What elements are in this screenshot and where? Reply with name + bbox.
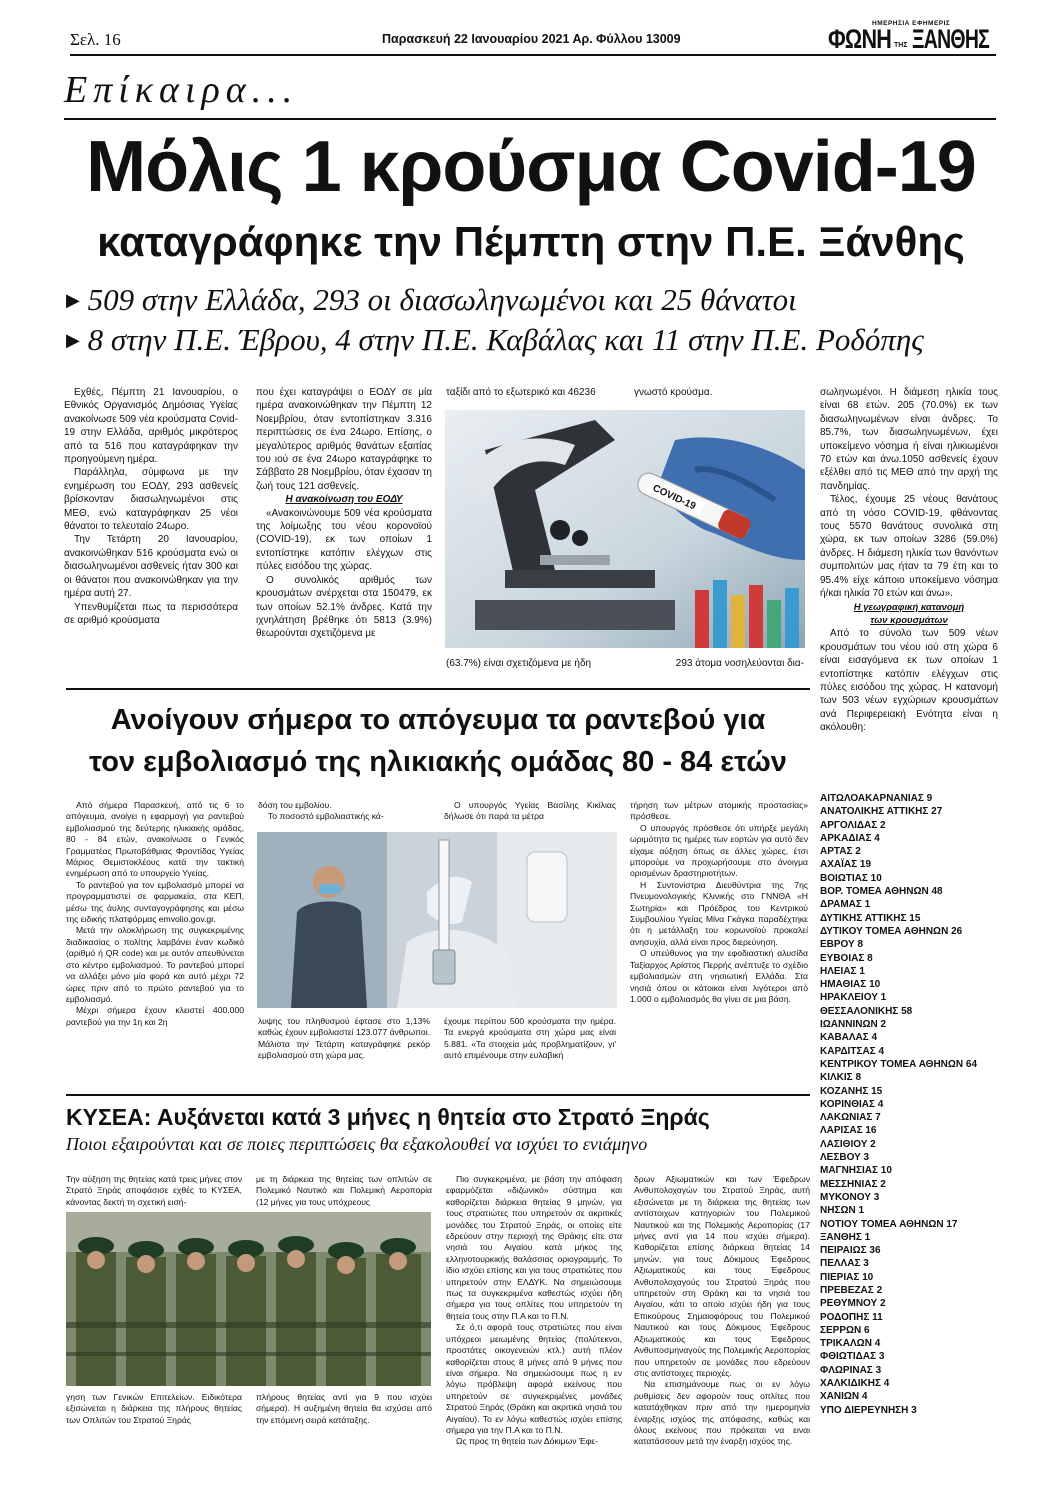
paragraph: σωληνωμένοι. Η διάμεση ηλικία τους είναι 68 ετών. 205 (70.0%) εκ των διασωληνωμένων είναι άνδρες. Το 85.7%, των διασωληνωμένων, έχει υποκείμενο νόσημα ή είναι ηλικιωμένοι 70 ετών και άνω.1050 ασθενείς έχουν εξέλθει από τις ΜΕΘ από την αρχή της πανδημίας. [820, 387, 998, 492]
region-item: ΚΑΡΔΙΤΣΑΣ 4 [820, 1045, 885, 1057]
paragraph: Ο συνολικός αριθμός των κρουσμάτων ανέρχεται στα 150479, εκ των οποίων 52.1% άνδρες. Κατά την ιχνηλάτηση βρέθηκε ότι 5813 (3.9%) θεωρούνται σχετιζόμενα με [256, 574, 432, 640]
subheading-line: Η γεωγραφική κατανομή [853, 601, 965, 613]
masthead-tagline: ΗΜΕΡΗΣΙΑ ΕΦΗΜΕΡΙΣ [872, 20, 951, 27]
region-item: ΚΟΖΑΝΗΣ 15 [820, 1085, 883, 1097]
vaccine-column-2-bottom: λυψης του πληθυσμού έφτασε στο 1,13% καθώς έχουν εμβολιαστεί 123.077 άνθρωποι. Μάλιστα την Τετάρτη καταγράφηκε ρεκόρ εμβολιασμού στη χώρα μας. [258, 1016, 430, 1061]
vaccine-column-1 [66, 800, 244, 1028]
paragraph: που έχει καταγράψει ο ΕΟΔΥ σε μία ημέρα ανακοινώθηκαν την Πέμπτη 12 Νοεμβρίου, όταν εντοπίστηκαν 3.316 περιπτώσεις σε ένα 24ωρο. Επίσης, ο μεγαλύτερος αριθμός θανάτων εξαιτίας του ιού σε ένα 24ωρο καταγράφηκε το Σάββατο 28 Νοεμβρίου, όταν έχασαν τη ζωή τους 121 ασθενείς. [256, 387, 432, 492]
region-item: ΑΝΑΤΟΛΙΚΗΣ ΑΤΤΙΚΗΣ 27 [820, 806, 943, 818]
lead-column-4-top: γνωστό κρούσμα. [634, 387, 713, 398]
region-item: ΘΕΣΣΑΛΟΝΙΚΗΣ 58 [820, 1005, 913, 1017]
paragraph: Η Συντονίστρια Διευθύντρια της 7ης Πνευμονολογικής Κλινικής στο ΓΝΝΘΑ «Η Σωτηρία» και Πρόεδρος του Κεντρικού Συμβουλίου Υγείας Μίνα Γκάγκα παραδέχτηκε ότι η μετάλλαξη του κορωνοϊού προκαλεί ανησυχία, αλλά είναι προς διερεύνηση. [630, 879, 808, 947]
subheading-line: των κρουσμάτων [870, 614, 948, 626]
army-headline: ΚΥΣΕΑ: Αυξάνεται κατά 3 μήνες η θητεία στο Στρατό Ξηράς [66, 1104, 710, 1130]
region-item: ΒΟΙΩΤΙΑΣ 10 [820, 872, 882, 884]
tube-label: COVID-19 [650, 482, 698, 513]
region-item: ΠΕΛΛΑΣ 3 [820, 1258, 869, 1270]
region-item: ΛΑΡΙΣΑΣ 16 [820, 1125, 877, 1137]
region-item: ΥΠΟ ΔΙΕΡΕΥΝΗΣΗ 3 [820, 1404, 917, 1416]
region-item: ΗΡΑΚΛΕΙΟΥ 1 [820, 992, 887, 1004]
lead-headline: Μόλις 1 κρούσμα Covid-19 [86, 127, 976, 207]
region-item: ΑΡΤΑΣ 2 [820, 846, 861, 858]
soldiers-photo [66, 1212, 431, 1386]
paragraph: Υπενθυμίζεται πως τα περισσότερα σε αριθμό κρούσματα [64, 601, 238, 626]
region-item: ΤΡΙΚΑΛΩΝ 4 [820, 1338, 881, 1350]
region-item: ΠΡΕΒΕΖΑΣ 2 [820, 1284, 883, 1296]
triangle-bullet-icon: ▶ [66, 290, 80, 310]
vaccine-photo [257, 832, 617, 1008]
paragraph: Ο υπουργός Υγείας Βασίλης Κικίλιας δήλωσε ότι παρά τα μέτρα [444, 800, 616, 822]
region-item: ΦΘΙΩΤΙΔΑΣ 3 [820, 1351, 885, 1363]
soldiers-parade-image [66, 1212, 431, 1386]
region-item: ΔΡΑΜΑΣ 1 [820, 899, 871, 911]
vaccine-column-4 [630, 800, 808, 1005]
region-item: ΚΑΒΑΛΑΣ 4 [820, 1032, 878, 1044]
paragraph: Ο υπουργός πρόσθεσε ότι υπήρξε μεγάλη ωριμότητα τις ημέρες των εορτών για αυτό δεν είχαμε αύξηση όπως σε άλλες χώρες, έτσι μπορούμε να προχωρήσουμε στο άνοιγμα ορισμένων δραστηριοτήτων. [630, 822, 808, 879]
paragraph: δρων Αξιωματικών και των Έφεδρων Ανθυπολοχαγών του Στρατού Ξηράς, αυτή εξισώνεται με τη διάρκεια της θητείας των αντίστοιχων κατηγοριών του Πολεμικού Ναυτικού και της Πολεμικής Αεροπορίας (17 μήνες αντί για 14 που ισχύει σήμερα). Καθορίζεται επίσης διάρκεια θητείας 14 μηνών, για τους Δόκιμους Έφεδρους Αξιωματικούς και τους Έφεδρους Ανθυπολοχαγούς του Στρατού Ξηράς που υπηρετούν στη Θράκη και τα νησιά του Αιγαίου, κάτι το οποίο ισχύει ήδη για τους Επικούρους Σημαιοφόρους του Πολεμικού Ναυτικού και τους Δόκιμους Έφεδρους Αξιωματικούς και τους Έφεδρους Ανθυποσμηναγούς της Πολεμικής Αεροπορίας που υπηρετούν σε μονάδες που εδρεύουν στις αντίστοιχες περιοχές. [634, 1174, 810, 1378]
covid-lab-photo [445, 410, 805, 648]
army-column-3 [446, 1174, 622, 1448]
paragraph: Τέλος, έχουμε 25 νέους θανάτους από τη νόσο COVID-19, φθάνοντας τους 5570 θανάτους συνολικά στη χώρα, εκ των οποίων 3286 (59.0%) άνδρες. Η διάμεση ηλικία των θανόντων συμπολιτών μας ήταν τα 79 έτη και το 95.4% είχε κάποιο υποκείμενο νόσημα ή/και ηλικία 70 ετών και άνω». [820, 494, 998, 600]
dateline: Παρασκευή 22 Ιανουαρίου 2021 Αρ. Φύλλου 13009 [382, 32, 681, 46]
region-item: ΣΕΡΡΩΝ 6 [820, 1324, 870, 1336]
paragraph: Παράλληλα, σύμφωνα με την ενημέρωση του ΕΟΔΥ, 293 ασθενείς βρίσκονταν διασωληνωμένοι στις ΜΕΘ, ενώ καταγράφηκαν 25 νέοι θάνατοι το τελευταίο 24ωρο. [64, 467, 238, 533]
paragraph: Ο υπεύθυνος για την εφοδιαστική αλυσίδα Ταξίαρχος Αρίστος Περρής ανέπτυξε το σχέδιο εμβολιασμών στη νησιωτική Ελλάδα. Στα νησιά όπου οι κάτοικοι είναι λιγότεροι από 1.000 ο εμβολιασμός θα γίνει σε μια βάση. [630, 948, 808, 1004]
paragraph: Το ποσοστό εμβολιαστικής κά- [268, 811, 384, 822]
paragraph: Από σήμερα Παρασκευή, από τις 6 το απόγευμα, ανοίγει η εφαρμογή για ραντεβού εμβολιασμού της δεύτερης ηλικιακής ομάδας, 80 - 84 ετών, ανακοίνωσε ο Γενικός Γραμματέας Πρωτοβάθμιας Φροντίδας Υγείας Μάριος Θεμιστοκλέους κατά την τακτική ενημέρωση από το υπουργείο Υγείας. [66, 800, 244, 879]
lead-column-2 [256, 386, 432, 641]
army-column-2-top: με τη διάρκεια της θητείας των οπλιτών σε Πολεμικό Ναυτικό και Πολεμική Αεροπορία (12 μήνες για τους υπόχρεους [256, 1174, 432, 1207]
regions-list [820, 792, 1000, 1417]
lead-bullet-2 [66, 322, 924, 358]
region-item: ΜΥΚΟΝΟΥ 3 [820, 1191, 880, 1203]
paragraph: Εχθές, Πέμπτη 21 Ιανουαρίου, ο Εθνικός Οργανισμός Δημόσιας Υγείας ανακοίνωσε 509 νέα κρούσματα Covid-19 στην Ελλάδα, αριθμός μικρότερος από τα 516 που καταγράφηκαν την προηγούμενη ημέρα. [64, 387, 238, 466]
region-item: ΧΑΛΚΙΔΙΚΗΣ 4 [820, 1378, 890, 1390]
bullet-text: 509 στην Ελλάδα, 293 οι διασωληνωμένοι και 25 θάνατοι [87, 282, 797, 317]
region-item: ΝΟΤΙΟΥ ΤΟΜΕΑ ΑΘΗΝΩΝ 17 [820, 1218, 958, 1230]
lead-column-3-bottom: (63.7%) είναι σχετιζόμενα με ήδη [446, 658, 592, 669]
paragraph: Να επισημάνουμε πως οι εν λόγω ρυθμίσεις δεν αφορούν τους οπλίτες που κατατάχθηκαν πριν από την ημερομηνία έναρξης ισχύος της απόφασης, καθώς και όλους εκείνους που πρόκειται να ειναι κατατάσσουν μετά την έναρξη ισχύος της. [634, 1379, 810, 1447]
region-item: ΗΜΑΘΙΑΣ 10 [820, 979, 881, 991]
divider-vaccine [66, 688, 810, 690]
vaccination-image [257, 832, 617, 1008]
header-rule [70, 54, 996, 56]
masthead [828, 20, 996, 58]
region-item: ΜΕΣΣΗΝΙΑΣ 2 [820, 1178, 886, 1190]
region-item: ΛΑΣΙΘΙΟΥ 2 [820, 1138, 876, 1150]
lead-bullet-1 [66, 282, 797, 318]
section-rule [64, 118, 996, 120]
vaccine-headline-2: τον εμβολιασμό της ηλικιακής ομάδας 80 - 84 ετών [89, 746, 787, 778]
paragraph: Από το σύνολο των 509 νέων κρουσμάτων του νέου ιού στη χώρα 6 είναι εισαγόμενα εκ των οποίων 1 εντοπίστηκε κατόπιν ελέγχων στις πύλες εισόδου της χώρας. Η κατανομή των 503 νέων εγχώριων κρουσμάτων ανά Περιφερειακή Ενότητα είναι η ακόλουθη: [820, 628, 998, 734]
region-item: ΠΕΙΡΑΙΩΣ 36 [820, 1245, 881, 1257]
region-item: ΑΡΚΑΔΙΑΣ 4 [820, 832, 880, 844]
army-column-4 [634, 1174, 810, 1448]
region-item: ΠΙΕΡΙΑΣ 10 [820, 1271, 874, 1283]
paragraph: Μέχρι σήμερα έχουν κλειστεί 400.000 ραντεβού για την 1η και 2η [66, 1005, 244, 1027]
region-item: ΚΙΛΚΙΣ 8 [820, 1072, 862, 1084]
lead-column-5 [820, 386, 998, 735]
region-item: ΗΛΕΙΑΣ 1 [820, 965, 865, 977]
bullet-text: 8 στην Π.Ε. Έβρου, 4 στην Π.Ε. Καβάλας και 11 στην Π.Ε. Ροδόπης [87, 322, 924, 357]
triangle-bullet-icon: ▶ [66, 330, 80, 350]
paragraph: «Ανακοινώνουμε 509 νέα κρούσματα της λοίμωξης του νέου κορονοϊού (COVID-19), εκ των οποίων 1 εντοπίστηκε κατόπιν ελέγχων στις πύλες εισόδου της χώρας. [256, 507, 432, 573]
region-item: ΕΥΒΟΙΑΣ 8 [820, 952, 873, 964]
army-column-1-top: Την αύξηση της θητείας κατά τρεις μήνες στον Στρατό Ξηράς αποφάσισε εχθές το ΚΥΣΕΑ, κάνοντας δεκτή τη σχετική εισή- [66, 1174, 242, 1207]
army-column-2-bottom: πλήρους θητείας αντί για 9 που ισχύει σήμερα). Η αυξημένη θητεία θα ισχύσει από την επόμενη σειρά κατάταξης. [256, 1392, 432, 1425]
region-item: ΛΑΚΩΝΙΑΣ 7 [820, 1112, 881, 1124]
paragraph: Την Τετάρτη 20 Ιανουαρίου, ανακοινώθηκαν 516 κρούσματα ενώ οι διασωληνωμένοι ασθενείς ήταν 300 και οι θάνατοι που ανακοινώθηκαν για την ημέρα αυτή 27. [64, 534, 238, 600]
paragraph: τήρηση των μέτρων ατομικής προστασίας» πρόσθεσε. [630, 800, 808, 822]
lead-column-3-top: ταξίδι από το εξωτερικό και 46236 [446, 387, 596, 398]
paragraph: Το ραντεβού για τον εμβολιασμό μπορεί να προγραμματιστεί σε φαρμακεία, στα ΚΕΠ, μέσω της άυλης συνταγογράφησης και μέσω της ειδικής πλατφόρμας emvolio.gov.gr. [66, 879, 244, 925]
region-item: ΞΑΝΘΗΣ 1 [820, 1231, 871, 1243]
region-item: ΡΟΔΟΠΗΣ 11 [820, 1311, 883, 1323]
region-item: ΙΩΑΝΝΙΝΩΝ 2 [820, 1019, 887, 1031]
masthead-word-2: ΞΑΝΘΗΣ [912, 24, 990, 54]
region-item: ΚΕΝΤΡΙΚΟΥ ΤΟΜΕΑ ΑΘΗΝΩΝ 64 [820, 1058, 978, 1070]
region-item: ΑΡΓΟΛΙΔΑΣ 2 [820, 819, 886, 831]
lead-column-1 [64, 386, 238, 627]
region-item: ΝΗΣΩΝ 1 [820, 1205, 865, 1217]
page-number: Σελ. 16 [70, 30, 121, 49]
region-item: ΜΑΓΝΗΣΙΑΣ 10 [820, 1165, 892, 1177]
vaccine-column-3-bottom: έχουμε περίπου 500 κρούσματα την ημέρα. Τα ενεργά κρούσματα στη χώρα μας είναι 5.881. «Τα στοιχεία μάς προβληματίζουν, γι' αυτό επιμένουμε στην ευλαβική [444, 1016, 616, 1061]
region-item: ΒΟΡ. ΤΟΜΕΑ ΑΘΗΝΩΝ 48 [820, 886, 943, 898]
region-item: ΔΥΤΙΚΟΥ ΤΟΜΕΑ ΑΘΗΝΩΝ 26 [820, 925, 963, 937]
paragraph: δόση του εμβολίου. [258, 800, 332, 810]
paragraph: Μετά την ολοκλήρωση της συγκεκριμένης διαδικασίας ο πολίτης λαμβάνει έναν κωδικό (αριθμό ή QR code) και με αυτόν απευθύνεται στο κέντρο εμβολιασμού. Το ραντεβού μπορεί να αλλάξει μόνο μία φορά και αυτό μέχρι 72 ώρες πριν από το πρώτο ραντεβού για το εμβολιασμό. [66, 925, 244, 1004]
lead-subheadline: καταγράφηκε την Πέμπτη στην Π.Ε. Ξάνθης [97, 218, 965, 265]
region-item: ΑΙΤΩΛΟΑΚΑΡΝΑΝΙΑΣ 9 [820, 793, 933, 804]
subheading-geography [820, 601, 998, 628]
vaccine-headline-1: Ανοίγουν σήμερα το απόγευμα τα ραντεβού για [110, 704, 766, 736]
paragraph: Ως προς τη θητεία των Δόκιμων Έφε- [456, 1436, 598, 1447]
paragraph: Πιο συγκεκριμένα, με βάση την απόφαση εφαρμόζεται «διζωνικό» σύστημα και καθορίζεται διάρκεια θητείας 9 μηνών, για τους στρατιώτες που υπηρετούν σε ακριτικές μονάδες του Στρατού Ξηράς, οι οποίες είτε εδρεύουν στην περιοχή της Θράκης είτε στα νησιά του Αιγαίου κατά μήκος της ελληνοτουρκικής θαλάσσιας οριογραμμής. Το ίδιο ισχύει επίσης και για τους στρατιώτες που υπηρετούν στην ΕΛΔΥΚ. Να σημειώσουμε πως τα συγκεκριμένα καθεστώς ισχύει ήδη σήμερα για τους οπλίτες που υπηρετούν τη θητεία τους στην Π.Α και το Π.Ν. [446, 1174, 622, 1321]
lead-column-4-bottom: 293 άτομα νοσηλεύονται δια- [675, 658, 804, 669]
vaccine-column-3-top [444, 800, 616, 823]
region-item: ΚΟΡΙΝΘΙΑΣ 4 [820, 1098, 884, 1110]
masthead-the: ΤΗΣ [894, 42, 908, 49]
army-column-1-bottom: γηση των Γενικών Επιτελείων. Ειδικότερα εξισώνεται η διάρκεια της πλήρους θητείας των Οπλιτών του Στρατού Ξηράς [66, 1392, 242, 1425]
subheading-announcement: Η ανακοίνωση του ΕΟΔΥ [285, 494, 403, 506]
paragraph: Σε ό,τι αφορά τους στρατιώτες που είναι υπόχρεοι μειωμένης θητείας (πολύτεκνοι, προστάτες οικογενειών κτλ.) αυτή πλέον καθορίζεται στους 8 μήνες από 9 μήνες που είναι σήμερα. Να σημειώσουμε πως η εν λόγω πρόβλεψη αφορά εκείνους που υπηρετούν σε συγκεκριμένες μονάδες Στρατού Ξηράς (Θράκη και ακριτικά νησιά του Αιγαίου). Το εν λόγω καθεστώς ισχύει επίσης σήμερα για την Π.Α και το Π.Ν. [446, 1322, 622, 1435]
microscope-image [445, 410, 805, 648]
region-item: ΕΒΡΟΥ 8 [820, 939, 864, 951]
masthead-word-1: ΦΩΝΗ [828, 24, 892, 54]
divider-army [66, 1094, 810, 1096]
region-item: ΛΕΣΒΟΥ 3 [820, 1152, 870, 1164]
region-item: ΦΛΩΡΙΝΑΣ 3 [820, 1364, 882, 1376]
region-item: ΔΥΤΙΚΗΣ ΑΤΤΙΚΗΣ 15 [820, 912, 921, 924]
army-subheadline: Ποιοι εξαιρούνται και σε ποιες περιπτώσεις θα εξακολουθεί να ισχύει το ενιάμηνο [66, 1134, 648, 1154]
section-title: Επίκαιρα... [64, 69, 299, 111]
region-item: ΧΑΝΙΩΝ 4 [820, 1391, 868, 1403]
region-item: ΡΕΘΥΜΝΟΥ 2 [820, 1298, 886, 1310]
region-item: ΑΧΑΪΑΣ 19 [820, 859, 872, 871]
vaccine-column-2-top [258, 800, 430, 823]
